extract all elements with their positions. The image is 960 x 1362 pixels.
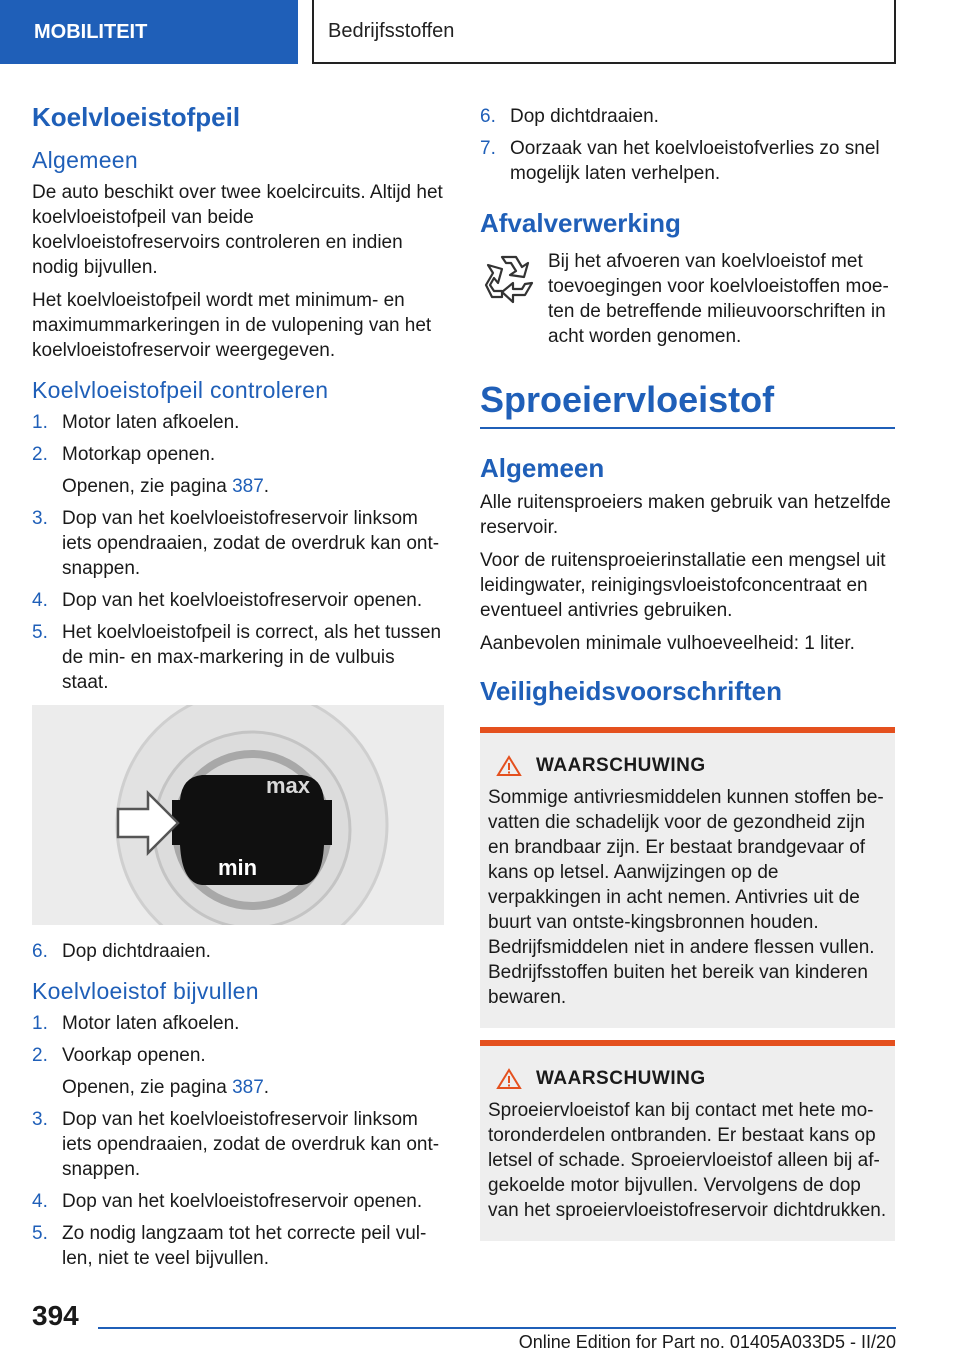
reference-text: Openen, zie pagina <box>62 1077 233 1098</box>
step-number: 4. <box>32 1191 48 1212</box>
step-number: 2. <box>32 1045 48 1066</box>
step-number: 7. <box>480 138 496 159</box>
step-continuation <box>62 1075 444 1100</box>
edition-text: Online Edition for Part no. 01405A033D5 - II/20 <box>518 1332 896 1352</box>
right-column <box>480 104 895 1241</box>
step-text: Oorzaak van het koelvloeistofverlies zo snel mogelijk laten verhelpen. <box>510 138 880 184</box>
list-item <box>480 104 895 129</box>
disposal-text: Bij het afvoeren van koelvloeistof met toevoegingen voor koelvloeistoffen moe-ten de betreffende milieuvoorschriften in acht worden genomen. <box>548 251 889 347</box>
step-number: 5. <box>32 622 48 643</box>
recycle-icon <box>480 249 538 307</box>
list-item <box>32 410 444 435</box>
list-item <box>32 1043 444 1100</box>
refill-steps-continued <box>480 104 895 186</box>
step-number: 2. <box>32 444 48 465</box>
list-item <box>32 1107 444 1182</box>
general-paragraph-2: Het koelvloeistofpeil wordt met minimum- en maximummarkeringen in de vulopening van het koelvloeistofreservoir weergegeven. <box>32 290 432 361</box>
step-continuation <box>62 474 444 499</box>
list-item <box>32 1221 444 1271</box>
step-number: 6. <box>480 106 496 127</box>
chapter-label: Bedrijfsstoffen <box>328 19 455 42</box>
step-text: Voorkap openen. <box>62 1045 206 1066</box>
step-text: Motor laten afkoelen. <box>62 412 240 433</box>
step-text: Dop van het koelvloeistofreservoir openen. <box>62 1191 423 1212</box>
step-text: Het koelvloeistofpeil is correct, als het tussen de min- en max-markering in de vulbuis staat. <box>62 622 442 693</box>
page-number: 394 <box>32 1300 79 1331</box>
washer-paragraph-1: Alle ruitensproeiers maken gebruik van hetzelfde reservoir. <box>480 492 891 538</box>
reference-suffix: . <box>263 1077 270 1098</box>
check-heading: Koelvloeistofpeil controleren <box>32 377 329 403</box>
step-text: Motor laten afkoelen. <box>62 1013 240 1034</box>
step-text: Dop van het koelvloeistofreservoir linksom iets opendraaien, zodat de overdruk kan ont-snappen. <box>62 508 440 579</box>
coolant-cap-illustration <box>32 705 444 925</box>
washer-paragraph-3: Aanbevolen minimale vulhoeveelheid: 1 liter. <box>480 633 855 654</box>
warning-text: Sommige antivriesmiddelen kunnen stoffen be-vatten die schadelijk voor de gezondheid zijn en brandbaar zijn. Er bestaat brandgevaar of kans op letsel. Aanwijzingen op de verpakkingen in acht nemen. Antivries uit de buurt van ontste-kingsbronnen houden. Bedrijfsmiddelen niet in andere flessen vullen. Bedrijfsstoffen buiten het bereik van kinderen bewaren. <box>488 787 884 1008</box>
max-marking: max <box>266 773 311 798</box>
list-item <box>32 442 444 499</box>
check-steps-list <box>32 410 444 695</box>
warning-box <box>480 727 895 1028</box>
reference-suffix: . <box>263 476 270 497</box>
general-heading: Algemeen <box>32 147 138 173</box>
safety-heading: Veiligheidsvoorschriften <box>480 676 782 706</box>
warning-text: Sproeiervloeistof kan bij contact met hete mo-toronderdelen ontbranden. Er bestaat kans op letsel of schade. Sproeiervloeistof alleen bij af-gekoelde motor bijvullen. Vervolgens de dop van het sproeiervloeistofreservoir dichtdrukken. <box>488 1100 887 1221</box>
section-label: MOBILITEIT <box>34 20 148 43</box>
coolant-level-title: Koelvloeistofpeil <box>32 102 241 132</box>
warning-box <box>480 1040 895 1241</box>
step-number: 3. <box>32 508 48 529</box>
step-number: 1. <box>32 412 48 433</box>
page-link[interactable]: 387 <box>232 476 264 497</box>
min-marking: min <box>218 855 258 880</box>
refill-heading: Koelvloeistof bijvullen <box>32 978 259 1004</box>
step-text: Dop dichtdraaien. <box>510 106 659 127</box>
left-column <box>32 96 444 1279</box>
step-number: 4. <box>32 590 48 611</box>
list-item <box>32 588 444 613</box>
washer-fluid-title: Sproeiervloeistof <box>480 379 895 429</box>
step-number: 3. <box>32 1109 48 1130</box>
step-text: Motorkap openen. <box>62 444 216 465</box>
refill-steps-list <box>32 1011 444 1271</box>
step-text: Zo nodig langzaam tot het correcte peil vul-len, niet te veel bijvullen. <box>62 1223 427 1269</box>
warning-triangle-icon <box>496 755 522 777</box>
step-number: 5. <box>32 1223 48 1244</box>
check-steps-list-cont <box>32 939 444 964</box>
list-item <box>32 1189 444 1214</box>
chapter-tab <box>312 0 896 64</box>
list-item <box>32 506 444 581</box>
warning-title <box>496 1068 887 1090</box>
list-item <box>480 136 895 186</box>
step-number: 1. <box>32 1013 48 1034</box>
warning-triangle-icon <box>496 1068 522 1090</box>
filler-neck-drawing <box>32 705 444 925</box>
step-text: Dop dichtdraaien. <box>62 941 211 962</box>
section-tab <box>0 0 298 64</box>
general-paragraph-1: De auto beschikt over twee koelcircuits. Altijd het koelvloeistofpeil van beide koelvloeistofreservoirs controleren en indien nodig bijvullen. <box>32 182 443 278</box>
list-item <box>32 939 444 964</box>
page-link[interactable]: 387 <box>232 1077 264 1098</box>
step-text: Dop van het koelvloeistofreservoir openen. <box>62 590 423 611</box>
washer-paragraph-2: Voor de ruitensproeierinstallatie een mengsel uit leidingwater, reinigingsvloeistofconcentraat en eventueel antivries gebruiken. <box>480 550 886 621</box>
disposal-heading: Afvalverwerking <box>480 208 681 238</box>
footer-divider <box>98 1327 896 1329</box>
reference-text: Openen, zie pagina <box>62 476 233 497</box>
list-item <box>32 1011 444 1036</box>
step-number: 6. <box>32 941 48 962</box>
washer-general-heading: Algemeen <box>480 453 605 483</box>
warning-label: WAARSCHUWING <box>536 755 706 776</box>
warning-label: WAARSCHUWING <box>536 1068 706 1089</box>
disposal-note <box>480 249 895 349</box>
step-text: Dop van het koelvloeistofreservoir linksom iets opendraaien, zodat de overdruk kan ont-snappen. <box>62 1109 440 1180</box>
warning-title <box>496 755 887 777</box>
list-item <box>32 620 444 695</box>
